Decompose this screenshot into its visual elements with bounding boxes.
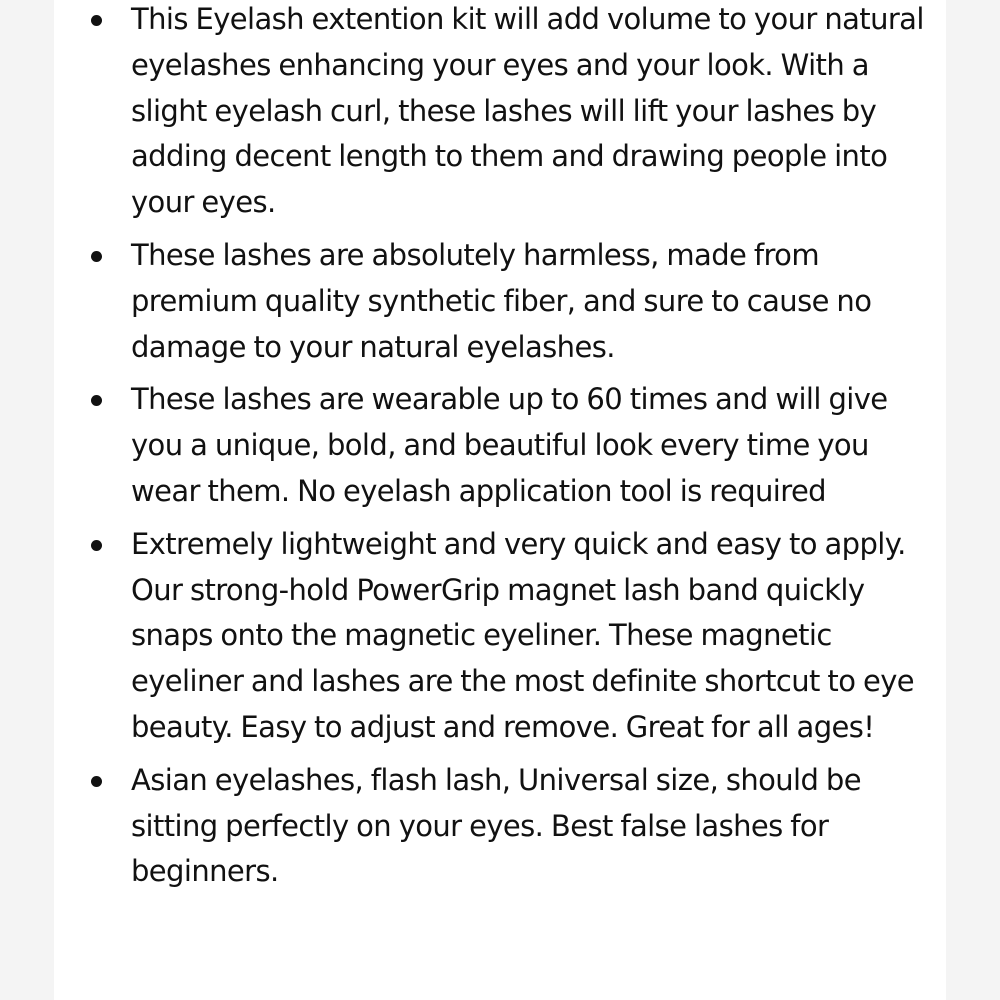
bullet-icon (91, 540, 102, 551)
bullet-text: These lashes are absolutely harmless, made from premium quality synthetic fiber, and sure to cause no damage to your natural eyelashes. (131, 237, 872, 364)
bullet-text: These lashes are wearable up to 60 times and will give you a unique, bold, and beautiful look every time you wear them. No eyelash application tool is required (131, 382, 888, 508)
list-item (86, 522, 936, 751)
bullet-icon (91, 251, 102, 262)
list-item (86, 758, 936, 895)
product-description-page (54, 0, 946, 1000)
feature-bullet-list (86, 0, 936, 902)
list-item (86, 377, 936, 514)
bullet-text: Extremely lightweight and very quick and easy to apply. Our strong-hold PowerGrip magnet lash band quickly snaps onto the magnetic eyeliner. These magnetic eyeliner and lashes are the most definite shortcut to eye beauty. Easy to adjust and remove. Great for all ages! (131, 526, 915, 744)
bullet-icon (91, 15, 102, 26)
bullet-text: This Eyelash extention kit will add volume to your natural eyelashes enhancing your eyes and your look. With a slight eyelash curl, these lashes will lift your lashes by adding decent length to them and drawing people into your eyes. (131, 2, 924, 220)
bullet-text: Asian eyelashes, flash lash, Universal size, should be sitting perfectly on your eyes. Best false lashes for beginners. (131, 762, 861, 889)
list-item (86, 0, 936, 226)
bullet-icon (91, 776, 102, 787)
list-item (86, 233, 936, 370)
bullet-icon (91, 395, 102, 406)
